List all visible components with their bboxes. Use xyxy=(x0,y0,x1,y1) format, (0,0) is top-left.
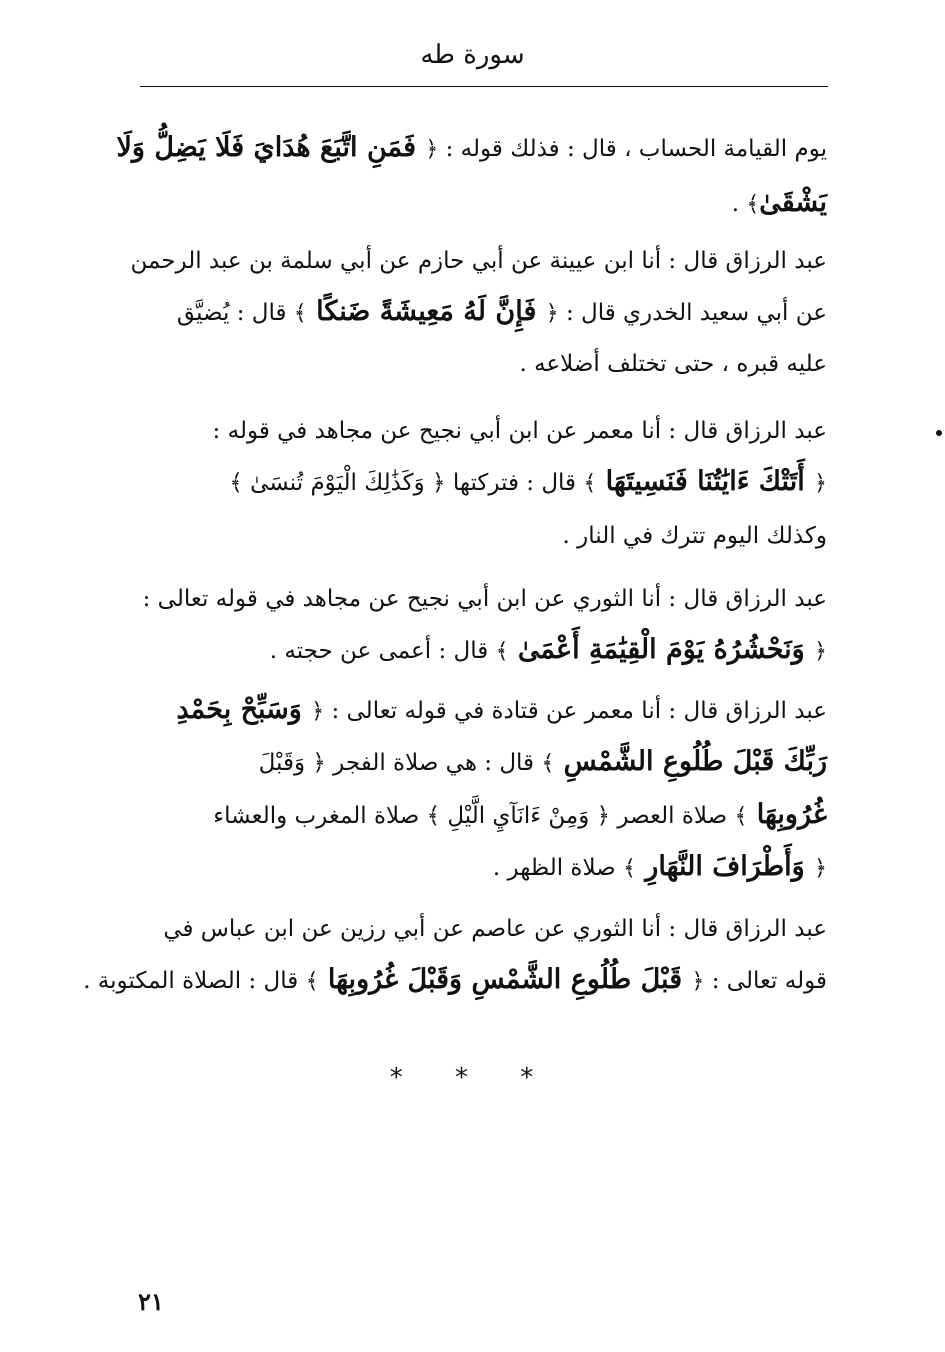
ornate-bracket-open: ﴿ xyxy=(311,699,325,724)
line-prose: عبد الرزاق قال : أنا الثوري عن عاصم عن أبي رزين عن ابن عباس في xyxy=(163,916,827,942)
quran-verse: وَسَبِّحْ بِحَمْدِ xyxy=(176,694,312,725)
text-line xyxy=(132,625,827,675)
line-prose: عن أبي سعيد الخدري قال : xyxy=(558,300,827,326)
text-line xyxy=(132,510,827,560)
quran-verse: رَبِّكَ قَبْلَ طُلُوعِ الشَّمْسِ xyxy=(554,746,827,777)
line-prose: عبد الرزاق قال : أنا ابن عيينة عن أبي حازم عن أبي سلمة بن عبد الرحمن xyxy=(130,248,827,274)
text-line xyxy=(83,955,827,1005)
line-prose: عبد الرزاق قال : أنا الثوري عن ابن أبي نجيح عن مجاهد في قوله تعالى : xyxy=(142,586,827,612)
section-separator: * * * xyxy=(389,1063,556,1093)
ornate-bracket-close: ﴾ xyxy=(495,639,509,664)
line-prose-after: قال : هي صلاة الفجر ﴿ وَقَبْلَ xyxy=(258,750,542,776)
ornate-bracket-open: ﴿ xyxy=(691,969,705,994)
quran-verse: قَبْلَ طُلُوعِ الشَّمْسِ وَقَبْلَ غُرُوبِهَا xyxy=(318,964,692,995)
text-line xyxy=(132,790,827,840)
line-prose: قوله تعالى : xyxy=(704,968,827,994)
text-line xyxy=(132,405,827,455)
ornate-bracket-open: ﴿ xyxy=(814,639,827,664)
line-prose: عليه قبره ، حتى تختلف أضلاعه . xyxy=(519,351,827,377)
line-prose: يوم القيامة الحساب ، قال : فذلك قوله : xyxy=(438,136,827,162)
quran-verse: يَشْقَىٰ xyxy=(759,187,827,218)
text-line xyxy=(132,235,827,285)
ornate-bracket-open: ﴿ xyxy=(814,856,827,881)
line-prose: وكذلك اليوم تترك في النار . xyxy=(562,523,827,549)
ornate-bracket-close: ﴾ xyxy=(623,856,636,881)
header-rule xyxy=(140,86,828,87)
quran-verse: وَنَحْشُرُهُ يَوْمَ الْقِيَٰمَةِ أَعْمَىٰ xyxy=(508,634,815,665)
line-prose: عبد الرزاق قال : أنا معمر عن قتادة في قوله تعالى : xyxy=(324,698,827,724)
text-line xyxy=(132,287,827,337)
text-line xyxy=(132,338,827,388)
quran-verse: غُرُوبِهَا xyxy=(747,799,827,830)
text-line xyxy=(132,178,827,228)
line-prose-after: . xyxy=(731,191,747,217)
ornate-bracket-close: ﴾ xyxy=(293,301,307,326)
text-line xyxy=(132,573,827,623)
text-line xyxy=(132,903,827,953)
text-line xyxy=(132,842,827,892)
line-prose-after: قال : فتركتها ﴿ وَكَذَٰلِكَ الْيَوْمَ تُنسَىٰ ﴾ xyxy=(229,470,584,496)
ornate-bracket-close: ﴾ xyxy=(305,969,319,994)
line-prose-after: صلاة الظهر . xyxy=(492,855,624,881)
text-line xyxy=(132,685,827,735)
line-prose-after: قال : الصلاة المكتوبة . xyxy=(83,968,306,994)
quran-verse: فَمَنِ اتَّبَعَ هُدَايَ فَلَا يَضِلُّ وَلَا xyxy=(116,132,426,163)
margin-dot xyxy=(936,430,942,436)
text-line xyxy=(132,737,827,787)
line-prose-after: قال : أعمى عن حجته . xyxy=(269,638,496,664)
line-prose-after: قال : يُضيَّق xyxy=(176,300,294,326)
line-prose-after: صلاة العصر ﴿ وَمِنْ ءَانَآيِ الَّيْلِ ﴾ صلاة المغرب والعشاء xyxy=(213,803,735,829)
ornate-bracket-open: ﴿ xyxy=(545,301,559,326)
page-number: ٢١ xyxy=(138,1287,164,1316)
page-header-title: سورة طه xyxy=(420,40,525,70)
ornate-bracket-close: ﴾ xyxy=(746,192,760,217)
text-line xyxy=(116,123,827,173)
ornate-bracket-open: ﴿ xyxy=(814,471,827,496)
ornate-bracket-open: ﴿ xyxy=(425,137,439,162)
ornate-bracket-close: ﴾ xyxy=(541,751,555,776)
quran-verse: وَأَطْرَافَ النَّهَارِ xyxy=(635,851,815,882)
ornate-bracket-close: ﴾ xyxy=(583,471,597,496)
quran-verse: أَتَتْكَ ءَايَٰتُنَا فَنَسِيتَهَا xyxy=(596,466,815,497)
text-line xyxy=(132,457,827,507)
ornate-bracket-close: ﴾ xyxy=(734,804,748,829)
line-prose: عبد الرزاق قال : أنا معمر عن ابن أبي نجيح عن مجاهد في قوله : xyxy=(212,418,827,444)
quran-verse: فَإِنَّ لَهُ مَعِيشَةً ضَنكًا xyxy=(306,296,546,327)
